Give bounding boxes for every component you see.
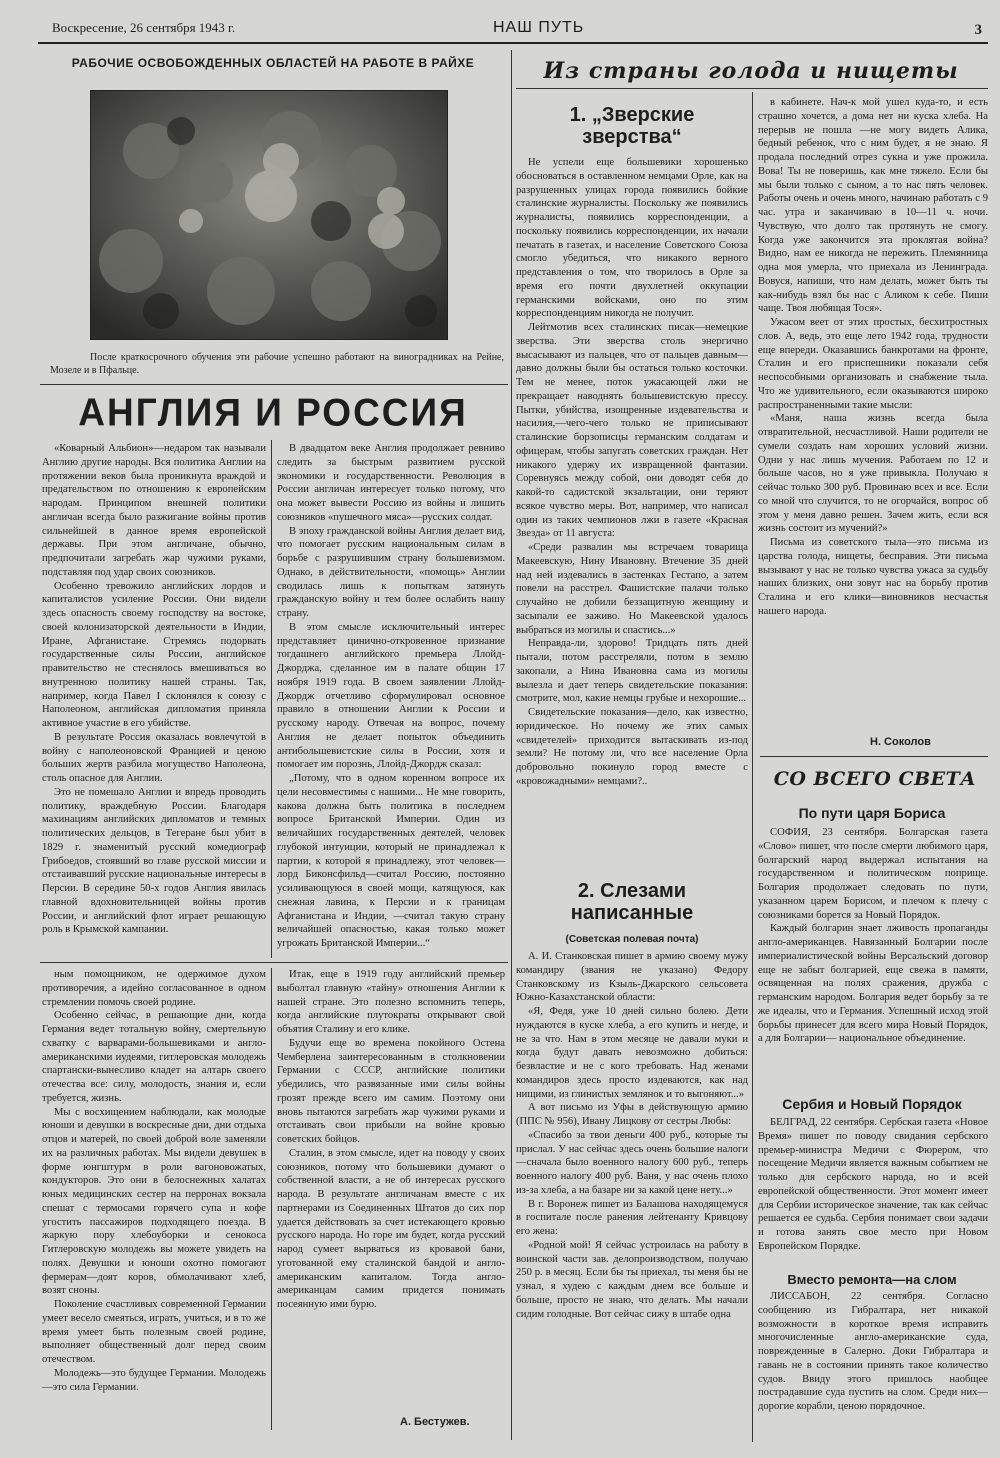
series-banner: Из страны голода и нищеты — [543, 58, 959, 84]
paragraph: БЕЛГРАД, 22 сентября. Сербская газета «Новое Время» пишет по поводу свидания сербского премьер-министра Медичи с Фюрером, что посещение Медичи является важным событием не только для сербского народа, но и всей европейской общественности. Этот момент имеет для Сербии историческое значение, так как сейчас решается ее судьба. Сербия понимает свои задачи и готова занять свое место при Новом Европейском Порядке. — [758, 1117, 988, 1252]
rule-above-rubric — [760, 756, 988, 757]
paragraph: В результате Россия оказалась вовлечутой в войну с наполеоновской Францией и ценою больших жертв разбила могущество Наполеона, столь опасное для Англии. — [42, 731, 266, 784]
news-headline-bulgaria: По пути царя Бориса — [798, 805, 946, 821]
photo-caption: После краткосрочного обучения эти рабочие успешно работают на виноградниках на Рейне, Мозеле и в Пфальце. — [50, 352, 504, 376]
paragraph: А вот письмо из Уфы в действующую армию (ППС № 956), Ивану Лицкову от сестры Любы: — [516, 1102, 748, 1127]
paragraph: Итак, еще в 1919 году английский премьер выболтал главную «тайну» отношения Англии к нашей стране. Это полезно вспомнить теперь, когда английские плутократы открывают свой объятия Сталину и его клике. — [277, 969, 505, 1035]
column-divider-main — [511, 50, 512, 1440]
paragraph: В двадцатом веке Англия продолжает ревниво следить за быстрым развитием русской экономики и государственности. Революция в России англичан интересует только потому, что она может вывести Россию из войны и лишить союзников «пушечного мяса»—русских солдат. — [277, 443, 505, 523]
headline-part2-line1: 2. Слезами — [577, 880, 687, 902]
rule-under-banner — [516, 88, 988, 89]
photo-section-title: РАБОЧИЕ ОСВОБОЖДЕННЫХ ОБЛАСТЕЙ НА РАБОТЕ В РАЙХЕ — [71, 56, 475, 70]
paragraph: Свидетельские показания—дело, как известно, юридическое. Но почему же этих самых «свидетелей» приходится вытаскивать из-под земли? Не потому ли, что все население Орла добровольно покинуло город вместе с «кровожадными» немцами?.. — [516, 707, 748, 787]
paragraph: Неправда-ли, здорово! Тридцать пять дней пытали, потом расстреляли, потом в землю закопали, а Нина Ивановна сама из могилы вылезла и дает теперь свидетельские показания: смотрите, мол, какие немцы грубые и нехорошие... — [516, 638, 748, 705]
news-body-serbia — [758, 1116, 988, 1266]
paragraph: в кабинете. Нач-к мой ушел куда-то, и есть страшно хочется, а дома нет ни куска хлеба. На перерыв не пошла —не могу видеть Алика, бедный ребенок, что с ним будет, я не знаю. Я продала последний отрез сукна и уже прожила. Вова! Ты не поверишь, как мне тяжело. Если бы мы были только с сыном, а то нас пять человек. Работы очень и очень много, начинаю работать с 9 час. утра и заканчиваю в 10—11 ч. ночи. Чувствую, что долго так протянуть не смогу. Когда уже закончится эта проклятая война? Видно, нам ее никогда не пережить. Племянница одна моя умерла, что приехала из Ленинграда. Вовуся, напиши, что нам делать, может быть ты как-нибудь взял бы нас с Аликом к себе. Пиши чаще. Твоя любящая Тося». — [758, 97, 988, 315]
column-divider-right — [752, 92, 753, 1442]
england-col2-lower — [277, 968, 505, 1414]
issue-date: Воскресение, 26 сентября 1943 г. — [52, 20, 236, 35]
photo-workers-vineyard — [90, 90, 448, 340]
paragraph: Будучи еще во времена покойного Остена Чемберлена заинтересованным в столкновении Германии с СССР, английские политики убедились, что развязанные ими силы войны грозят прежде всего им самим. Поэтому они вновь пытаются загребать жар чужими руками и отстаивать свои прибыли на войне кровью советских бойцов. — [277, 1037, 505, 1145]
paragraph: В г. Воронеж пишет из Балашова находящемуся в госпитале после ранения лейтенанту Кривцову его жена: — [516, 1198, 748, 1237]
paragraph: ЛИССАБОН, 22 сентября. Согласно сообщению из Гибралтара, нет никакой возможности в короткое время исправить многочисленные англо-американские суда, поврежденные в Салерно. Доки Гибралтара и гавань не в состоянии принять такое количество судов. Ввиду этого пришлось наобщее пострадавшие суда пустить на слом. Среди них—дорогие корабли, ценою порядочное. — [758, 1291, 988, 1412]
signature-sokolov: Н. Соколов — [870, 736, 931, 748]
paragraph: В эпоху гражданской войны Англия делает вид, что помогает русским национальным силам в борьбе с разрушившим страну большевизмом. Однако, в действительности, «помощь» Англии сводилась лишь к попыткам затянуть гражданскую войну и тем более ослабить нашу страну. — [277, 525, 505, 619]
rule-under-photo — [40, 384, 508, 385]
column-divider-left-lower — [271, 968, 272, 1430]
signature-bestuzhev: А. Бестужев. — [400, 1416, 470, 1428]
paragraph: Сталин, в этом смысле, идет на поводу у своих союзников, потому что большевики думают о собственной власти, а не об интересах русского народа. В результате англичанам вместе с их партнерами из Соединенных Штатов до сих пор удается действовать за счет истекающего кровью русского народа. Но горе им будет, когда русский народ сумеет вырваться из кровавой бани, уготованной ему сталинской бандой и англо-американским капиталом. Тогда англо-американцам самим придется понимать посеянную ими бурю. — [277, 1147, 505, 1310]
paragraph: «Спасибо за твои деньги 400 руб., которые ты прислал. У нас сейчас здесь очень большие налоги—сначала было военного налогу 600 руб., теперь военного налогу 400 руб. Ваня, у нас очень плохо из-за хлеба, а на базаре ни за какой цене нету...» — [516, 1129, 748, 1196]
photo-image — [91, 91, 448, 340]
headline-part2-line2: написанные — [570, 902, 694, 924]
rule-mid-left — [40, 962, 508, 963]
paragraph: Не успели еще большевики хорошенько обосноваться в оставленном немцами Орле, как на разрушенных улицах города появились бойкие сталинские журналисты. Поскольку же появились журналисты, появились корреспонденции, а поскольку появились корреспонденции, их начали печатать в газетах, и население Советского Союза смогло убедиться, что никакого верного представления о том, что творилось в Орле за время его почти двухлетней оккупации германскими войсками, оно по этим корреспонденциям никогда не получит. — [516, 157, 748, 320]
news-body-lisbon — [758, 1290, 988, 1436]
masthead — [38, 18, 988, 44]
part2-continuation — [758, 96, 988, 728]
paragraph: «Среди развалин мы встречаем товарища Макеевскую, Нину Ивановну. Втечение 35 дней над ней издевались в застенках Гестапо, а затем повели на расстрел. Фашистские палачи только случайно не добили беззащитную женщину и засыпали ее заживо. Но Макеевской удалось выбраться из могилы и спастись...» — [516, 542, 748, 636]
paragraph: ным помощником, не одержимое духом противоречия, а идейно согласованное в одном стремлении помочь своей родине. — [42, 969, 266, 1008]
paragraph: Мы с восхищением наблюдали, как молодые юноши и девушки в воскресные дни, дни отдыха отцов и матерей, по своей доброй воле заменяли их на различных работах. Мы видели девушек в форме юнгштурм в роли вагоновожатых, кондукторов. Это они в белоснежных халатах юных медицинских сестер на перронах вокзала спешат с термосами горячего супа и кофе угостить пассажиров подходящего поезда. В жаркую пору хлебоуборки и сенокоса Гитлеровскую молодежь вы можете увидеть на полях. Девушки и юноши охотно помогают фермерам—доят коров, обмолачивают хлеб, возят сноны. — [42, 1106, 266, 1297]
headline-part1-line2: зверства“ — [582, 126, 682, 148]
paragraph: «Родной мой! Я сейчас устроилась на работу в воинской части зав. делопроизводством, получаю 250 р. в месяц. Если бы ты приехал, ты меня бы не узнал, я худею с каждым днем все больше и больше, просто не знаю, что делать. Мы начали сидим голодные. Вот сейчас сижу в штабе одна — [516, 1239, 748, 1320]
paragraph: Особенно тревожило английских лордов и капиталистов усиление России. Они видели здесь опасность своему господству на востоке, своей колонизаторской деятельности в Индии, Иране, Афганистане. Стремясь подорвать государственные силы России, английское правительство не стеснялось вмешиваться во внутренною политику нашей страны. Так, например, когда Павел I склонялся к союзу с Наполеоном, английская дипломатия приняла активное участие в его убийстве. — [42, 580, 266, 729]
headline-england-russia: АНГЛИЯ И РОССИЯ — [78, 390, 468, 434]
part2-body — [516, 950, 748, 1436]
paragraph: Молодежь—это будущее Германии. Молодежь—это сила Германии. — [42, 1367, 266, 1393]
news-headline-serbia: Сербия и Новый Порядок — [782, 1096, 962, 1112]
paragraph: А. И. Станковская пишет в армию своему мужу командиру (звания не указано) Федору Станковскому из Кзыль-Джарского сельсовета Южно-Казахстанской области: — [516, 951, 748, 1004]
news-body-bulgaria — [758, 826, 988, 1088]
paragraph: Ужасом веет от этих простых, бесхитростных слов. А, ведь, это еще лето 1942 года, трудности еще впереди. Оказавшись банкротами на фронте, Сталин и его приспешники показали себя неспособными организовать и снабжение тыла. Что же удивительного, если оказываются широко распространенными такие мысли: — [758, 317, 988, 411]
paragraph: В этом смысле исключительный интерес представляет цинично-откровенное признание тогдашнего английского премьера Ллойд-Джорджа, сделанное им в палате общин 17 ноября 1919 года. В своем заявлении Ллойд-Джордж отчетливо сформулировал основное правило в отношении Англии к России и русскому народу. Отвечая на вопрос, почему Англия не делает попыток объединить антибольшевистские силы в России, хотя и помогает им порознь, Ллойд-Джордж сказал: — [277, 621, 505, 771]
england-col1 — [42, 442, 266, 960]
headline-part2 — [516, 880, 748, 924]
youth-col-lower-left — [42, 968, 266, 1432]
paragraph: «Коварный Альбион»—недаром так называли Англию другие народы. Вся политика Англии на протяжении веков была проникнута враждой и предательством по отношению к европейским народам. Принципом внешней политики англичан всегда было разжигание войны против сильнейшей в данное время европейской державы. При этом англичане, обычно, предпочитали загребать жар чужими руками, подставляя под удар своих союзников. — [42, 443, 266, 578]
paragraph: Каждый болгарин знает лживость пропаганды англо-американцев. Навязанный Болгарии после империалистической войны Версальский договор еще не забыт болгарией, еще свежа в памяти, освященная на полях сражения, дружба с германским народом. Болгария ведет борьбу за те же идеалы, что и Германия. Успешный исход этой борьбы принесет для всего мира Новый Порядок, а для Болгарии— национальное объединение. — [758, 923, 988, 1045]
paragraph: СОФИЯ, 23 сентября. Болгарская газета «Слово» пишет, что после смерти любимого царя, болгарский народ выдержал испытания на государственном и политическом поприще. Болгария продолжает следовать по пути, указанном царем Борисом, и плечом к плечу с союзниками борется за Новый Порядок. — [758, 827, 988, 921]
paragraph: Это не помешало Англии и впредь проводить политику, враждебную России. Благодаря махинациям английских дипломатов и темных политических дельцов, в Тегеране был убит в 1829 г. знаменитый русский комедиограф Грибоедов, стоявший во главе русской миссии и отстаивавший русские национальные интересы в Персии. В середине 50-х годов Англия явилась главной вдохновительницей войны против России, и английский флот играет решающую роль в Крымской кампании. — [42, 786, 266, 936]
headline-part1 — [516, 104, 748, 148]
england-col2 — [277, 442, 505, 960]
paragraph: Лейтмотив всех сталинских писак—немецкие зверства. Эти зверства столь энергично высасывают из пальцев, что от пальцев давным—давно должны были бы остаться только косточки. Тем не менее, поток ужасающей лжи не прекращает наводнять большевистскую прессу. Пытки, убийства, изощренные издевательства и насилия,—чего-чего только не приписывают сталинские борзописцы германским солдатам и офицерам, чтобы запугать советских граждан. Нет никакого удержу их извращенной фантазии. Соревнуясь между собой, они доводят себя до какой-то садистской экзальтации, они теряют всякое чувство меры. Вот, например, что написал один из таких чемпионов лжи в газете «Красная Звезда» от 11 августа: — [516, 322, 748, 540]
paragraph: Поколение счастливых современной Германии умеет весело смеяться, играть, учиться, и в то же время умеет быть полезным своей родине, выполняет общественный долг перед своим отечеством. — [42, 1299, 266, 1365]
paragraph: Особенно сейчас, в решающие дни, когда Германия ведет тотальную войну, смертельную схватку с варварами-большевиками и англо-американскими иудеями, гитлеровская молодежь спартански-вынесливо кладет на алтарь своего отечества все: силу, молодость, знания и, если требуется, жизнь. — [42, 1010, 266, 1104]
column-divider-left — [271, 440, 272, 958]
headline-part1-line1: 1. „Зверские — [569, 104, 695, 126]
paragraph: «Я, Федя, уже 10 дней сильно болею. Дети нуждаются в куске хлеба, а его купить и негде, и не за что. Нам в этом месяце не давали муки и когда будут давать невозможно добиться: безвластие и не с кого требовать. Над женами командиров здесь просто издеваются, как над нищими, из глинистых землянок и то выгоняют...» — [516, 1006, 748, 1100]
newspaper-title: НАШ ПУТЬ — [493, 19, 585, 36]
paragraph: „Потому, что в одном коренном вопросе их цели несовместимы с нашими... Не мне говорить, какова должна быть политика в последнем вопросе Британской Империи. Один из величайших государственных деятелей, человек глубокой интуиции, который не принадлежал к партии, к которой я принадлежу, этот человек—лорд Биконсфильд—считал Россию, постоянно усиливающуюся в своей мощи, катящуюся, как снежная лавина, к Персии и к границам Афганистана и Индии, —считал такую страну величайшей опасностью, какая только может угрожать Британской Империи...“ — [277, 773, 505, 949]
news-headline-lisbon: Вместо ремонта—на слом — [787, 1272, 957, 1287]
part2-subnote: (Советская полевая почта) — [565, 934, 699, 945]
paragraph: «Маня, наша жизнь всегда была отвратительной, несчастливой. Наши родители не сумели создать нам хороших условий жизни. Одни у нас лишь мучения. Работаем по 12 и больше часов, но я уже привыкла. Получаю я сейчас только 300 руб. Провинаю всех и все. Если со мной что случится, то не огорчайся, вопрос об этом у меня давно решен. Зачем жить, если вся жизнь состоит из мучений?» — [758, 413, 988, 535]
page-number: 3 — [974, 22, 982, 38]
paragraph: Письма из советского тыла—это письма из царства голода, нищеты, бесправия. Эти письма вызывают у нас не только чувства ужаса за судьбу наших близких, они зовут нас на борьбу против Сталина и его клики—виновников несчастья нашего народа. — [758, 537, 988, 617]
world-news-rubric: СО ВСЕГО СВЕТА — [773, 768, 977, 790]
part1-body — [516, 156, 748, 870]
